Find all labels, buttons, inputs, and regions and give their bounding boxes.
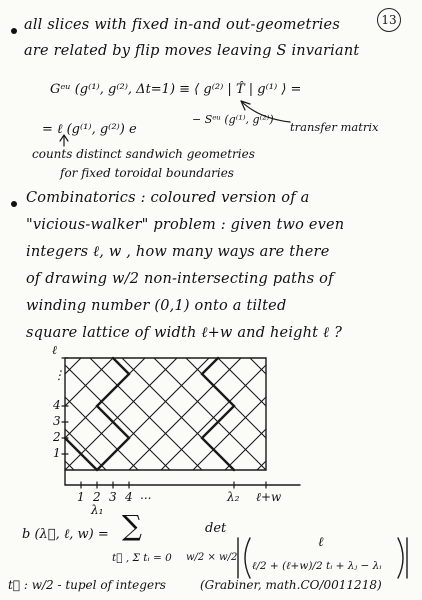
formula1-line2a: = ℓ (g⁽¹⁾, g⁽²⁾) e [42,122,137,137]
formula2-binom-bottom: ℓ/2 + (ℓ+w)/2 tᵢ + λⱼ − λᵢ [252,560,382,572]
binom-paren-left [245,538,250,578]
para2-line4: of drawing w/2 non-intersecting paths of [26,271,334,287]
y-label-4: 4 [53,398,61,412]
lattice-frame [65,358,266,470]
formula2-binom-top: ℓ [318,535,324,550]
para2-line3: integers ℓ, w , how many ways are there [26,244,330,260]
transfer-arrow-icon [241,101,290,122]
y-label-dots: ⋮ [53,368,65,382]
y-label-ell: ℓ [52,343,57,357]
y-label-3: 3 [53,414,61,428]
y-label-1: 1 [53,446,61,460]
lattice-grid [65,358,266,470]
footer-left: t⃗ : w/2 - tupel of integers [8,578,166,592]
x-label-4: 4 [125,490,133,504]
x-label-dots: ... [140,488,152,502]
formula2-sum-sub: t⃗ , Σ tᵢ = 0 [112,552,172,564]
x-label-ell-plus-w: ℓ+w [256,490,282,504]
formula1-line1: Gᵉᵘ (g⁽¹⁾, g⁽²⁾, Δt=1) ≡ ⟨ g⁽²⁾ | T̂ | g⁽¹⁾ ⟩ = [50,82,302,97]
x-label-3: 3 [109,490,117,504]
formula1-exponent: − Sᵉᵘ (g⁽¹⁾, g⁽²⁾) [192,113,274,126]
y-label-2: 2 [53,430,61,444]
x-label-2: 2 [93,490,101,504]
binom-paren-right [398,538,403,578]
formula2-det: det [205,521,227,536]
para1-line2: are related by flip moves leaving S invariant [24,43,360,59]
para2-line2: "vicious-walker" problem : given two even [26,217,345,233]
x-label-1: 1 [77,490,85,504]
formula2-lhs: b (λ⃗, ℓ, w) = [22,527,109,542]
counts-line2: for fixed toroidal boundaries [60,166,234,180]
x-label-lambda2: λ₂ [227,490,240,504]
formula2-det-sub: w/2 × w/2 [186,552,238,563]
counts-line1: counts distinct sandwich geometries [32,147,255,161]
para2-line1: Combinatorics : coloured version of a [26,190,310,206]
footer-right: (Grabiner, math.CO/0011218) [200,578,382,592]
transfer-matrix-label: transfer matrix [290,120,379,134]
formula2-sum: ∑ [122,509,142,542]
para2-line6: square lattice of width ℓ+w and height ℓ ? [26,325,343,341]
para2-line5: winding number (0,1) onto a tilted [26,298,287,314]
x-label-lambda1: λ₁ [91,503,104,517]
vicious-walker-paths [65,358,234,470]
para1-line1: all slices with fixed in-and out-geometries [24,17,340,33]
page-number: 13 [377,8,401,32]
